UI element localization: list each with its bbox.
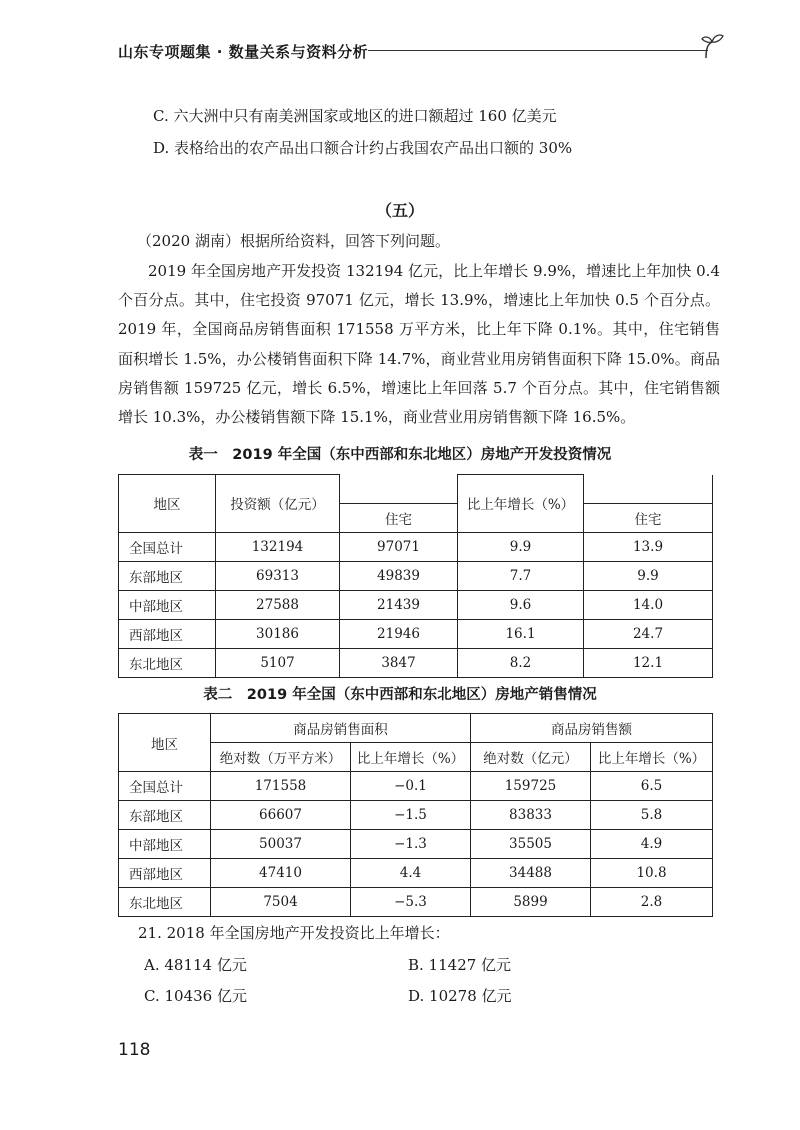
header-rule [368,50,708,51]
header-blank [584,475,713,504]
header-residential: 住宅 [340,503,458,532]
option-b: B. 11427 亿元 [408,956,512,974]
table-cell: 66607 [211,801,351,830]
row-label: 东部地区 [119,801,211,830]
row-label: 西部地区 [119,859,211,888]
table-cell: 14.0 [584,590,713,619]
prev-option-c: C. 六大洲中只有南美洲国家或地区的进口额超过 160 亿美元 [153,107,557,125]
table-cell: 132194 [216,532,340,561]
header-residential-growth: 住宅 [584,503,713,532]
table-cell: 4.4 [351,859,471,888]
table-cell: 83833 [471,801,591,830]
header-sales-growth: 比上年增长（%） [591,743,713,772]
header-title: 山东专项题集 · 数量关系与资料分析 [118,43,369,61]
table-cell: 2.8 [591,888,713,917]
option-d: D. 10278 亿元 [408,987,512,1005]
table-row [119,532,713,561]
table-cell: 5.8 [591,801,713,830]
header-growth: 比上年增长（%） [458,475,584,533]
header-investment: 投资额（亿元） [216,475,340,533]
page-number: 118 [118,1040,151,1060]
row-label: 中部地区 [119,830,211,859]
table-cell: 69313 [216,561,340,590]
table-cell: 10.8 [591,859,713,888]
table-cell: 27588 [216,590,340,619]
row-label: 全国总计 [119,772,211,801]
table-row [119,772,713,801]
sales-table-body [119,772,713,917]
option-c: C. 10436 亿元 [144,987,247,1005]
table-cell: 16.1 [458,619,584,648]
table-cell: 34488 [471,859,591,888]
header-sales-abs: 绝对数（亿元） [471,743,591,772]
table-row [119,888,713,917]
table-cell: 5107 [216,648,340,677]
table-cell: 6.5 [591,772,713,801]
table-cell: 159725 [471,772,591,801]
table-cell: 21439 [340,590,458,619]
table-cell: 8.2 [458,648,584,677]
running-header [118,36,728,70]
header-sales: 商品房销售额 [471,714,713,743]
row-label: 东部地区 [119,561,216,590]
row-label: 东北地区 [119,888,211,917]
section-intro: （2020 湖南）根据所给资料，回答下列问题。 [137,232,450,250]
table-cell: 5899 [471,888,591,917]
header-region: 地区 [119,714,211,772]
prev-option-d: D. 表格给出的农产品出口额合计约占我国农产品出口额的 30% [153,139,573,157]
table-cell: −1.3 [351,830,471,859]
table2-caption: 表二 2019 年全国（东中西部和东北地区）房地产销售情况 [203,687,597,703]
table-cell: −0.1 [351,772,471,801]
table-cell: 7.7 [458,561,584,590]
table-cell: 9.9 [584,561,713,590]
table-cell: −5.3 [351,888,471,917]
header-region: 地区 [119,475,216,533]
investment-table-body [119,532,713,677]
option-a: A. 48114 亿元 [144,956,247,974]
table-cell: 21946 [340,619,458,648]
header-area: 商品房销售面积 [211,714,471,743]
table-row [119,801,713,830]
header-area-growth: 比上年增长（%） [351,743,471,772]
table-row [119,830,713,859]
table-row [119,859,713,888]
header-blank [340,475,458,504]
table-cell: 24.7 [584,619,713,648]
table1-caption: 表一 2019 年全国（东中西部和东北地区）房地产开发投资情况 [188,447,612,463]
row-label: 中部地区 [119,590,216,619]
sprout-icon [698,30,728,60]
table-cell: 7504 [211,888,351,917]
header-area-abs: 绝对数（万平方米） [211,743,351,772]
section-title: （五） [375,201,424,220]
table-cell: 49839 [340,561,458,590]
row-label: 西部地区 [119,619,216,648]
table-row [119,590,713,619]
table-cell: 12.1 [584,648,713,677]
table-cell: 35505 [471,830,591,859]
table-cell: −1.5 [351,801,471,830]
table-cell: 97071 [340,532,458,561]
sales-table [118,713,713,917]
table-cell: 50037 [211,830,351,859]
table-cell: 4.9 [591,830,713,859]
row-label: 东北地区 [119,648,216,677]
table-cell: 171558 [211,772,351,801]
row-label: 全国总计 [119,532,216,561]
investment-table [118,474,713,678]
table-cell: 3847 [340,648,458,677]
table-cell: 30186 [216,619,340,648]
table-row [119,561,713,590]
table-row [119,648,713,677]
table-cell: 9.6 [458,590,584,619]
table-cell: 9.9 [458,532,584,561]
section-paragraph: 2019 年全国房地产开发投资 132194 亿元，比上年增长 9.9%，增速比上年加快 0.4 个百分点。其中，住宅投资 97071 亿元，增长 13.9%，增速比上年加快 0.5 个百分点。2019 年，全国商品房销售面积 171558 万平方米，比上年下降 0.1%。其中，住宅销售面积增长 1.5%，办公楼销售面积下降 14.7%，商业营业用房销售面积下降 15.0%。商品房销售额 159725 亿元，增长 6.5%，增速比上年回落 5.7 个百分点。其中，住宅销售额增长 10.3%，办公楼销售额下降 15.1%，商业营业用房销售额下降 16.5%。 [118,262,720,427]
table-cell: 47410 [211,859,351,888]
table-row [119,619,713,648]
table-cell: 13.9 [584,532,713,561]
question-stem: 21. 2018 年全国房地产开发投资比上年增长： [138,924,450,942]
